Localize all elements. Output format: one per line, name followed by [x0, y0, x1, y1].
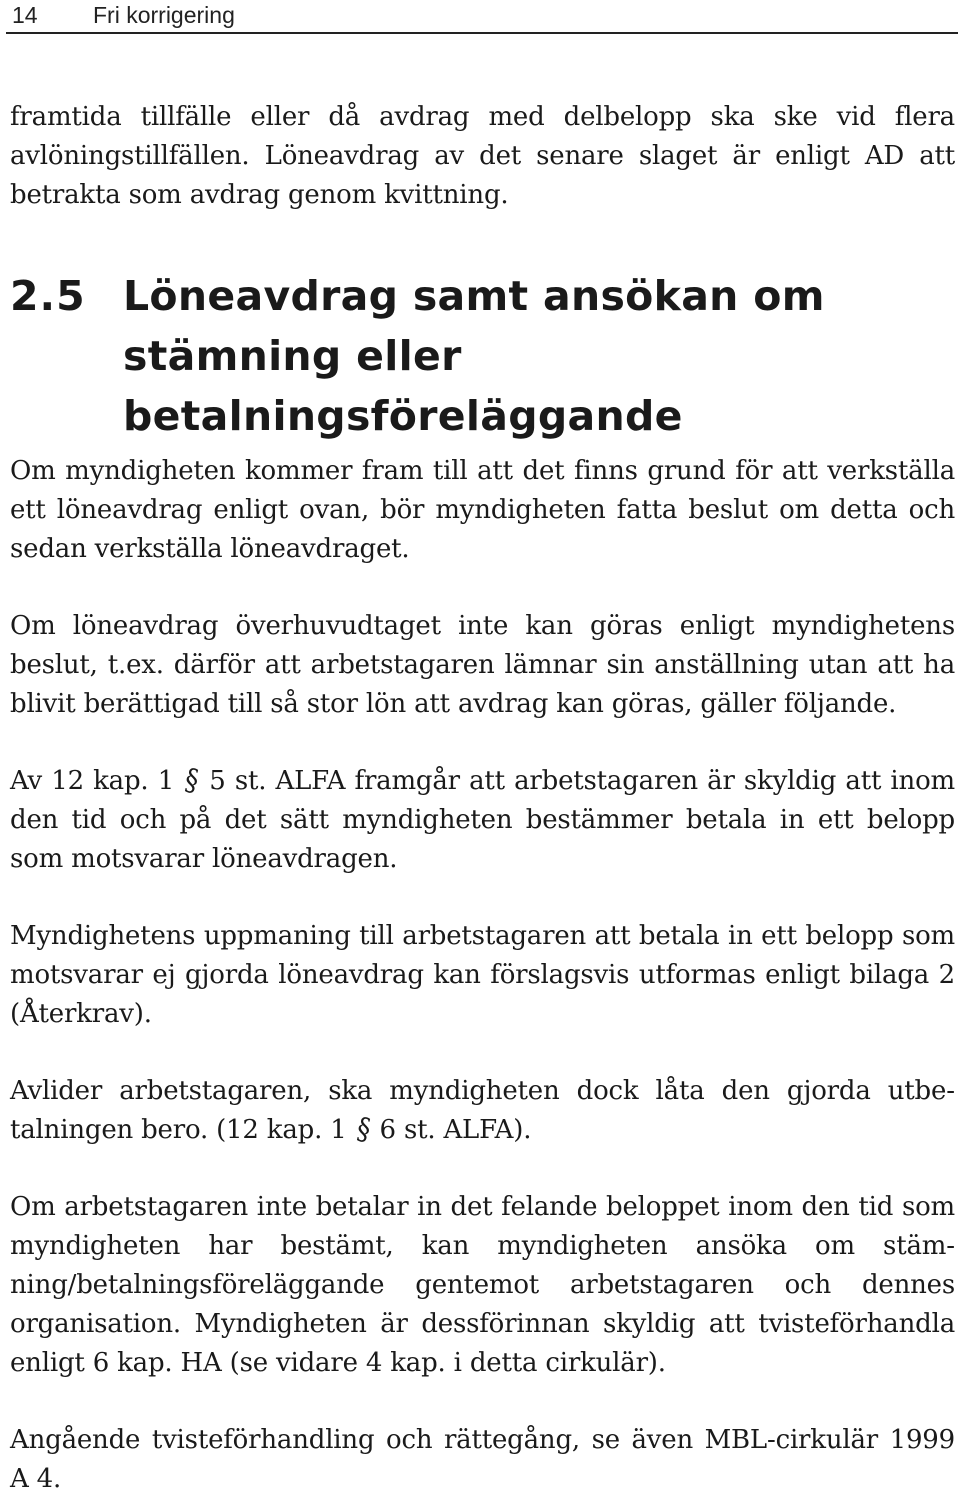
section-title-line-2: stämning eller betalningsföreläggande: [123, 332, 683, 440]
section-title-line-1: Löneavdrag samt ansökan om: [123, 272, 825, 320]
page-header: [0, 0, 960, 34]
section-sign: §: [181, 762, 202, 800]
paragraph-5-start: Avlider arbetstagaren, ska myndigheten dock låta den gjorda utbetalningen bero. (12 kap. 1: [10, 1076, 955, 1145]
page-number: 14: [12, 2, 38, 28]
paragraph-3: [10, 762, 955, 879]
paragraph-1: Om myndigheten kommer fram till att det finns grund för att verkställa ett löneavdrag enligt ovan, bör myndigheten fatta beslut om detta och sedan verkställa löneavdraget.: [10, 456, 955, 564]
paragraph-6: Om arbetstagaren inte betalar in det felande beloppet inom den tid som myndigheten har bestämt, kan myndigheten ansöka om stämning/betalningsföreläggande gentemot arbetstagaren och dennes organisation. Myndigheten är dessförinnan skyldig att tvisteförhandla enligt 6 kap. HA (se vidare 4 kap. i detta cirkulär).: [10, 1192, 955, 1378]
header-rule: [6, 32, 958, 34]
paragraph-3-start: Av 12 kap. 1: [10, 766, 175, 796]
section-number: 2.5: [10, 272, 86, 320]
paragraph-5: [10, 1072, 955, 1150]
section-title: [123, 266, 955, 446]
section-heading: [10, 266, 955, 446]
page-body: [10, 98, 955, 1499]
paragraph-5-rest: 6 st. ALFA).: [379, 1115, 532, 1145]
paragraph-4: Myndighetens uppmaning till arbetstagaren att betala in ett belopp som motsvarar ej gjorda löneavdrag kan förslagsvis utformas enligt bilaga 2 (Återkrav).: [10, 921, 955, 1029]
paragraph-7: Angående tvisteförhandling och rättegång, se även MBL-cirkulär 1999 A 4.: [10, 1425, 955, 1494]
paragraph-3-rest: 5 st. ALFA framgår att arbetstagaren är skyldig att inom den tid och på det sätt myndigheten bestämmer betala in ett belopp som motsvarar löneavdragen.: [10, 766, 955, 874]
section-sign: §: [353, 1111, 374, 1149]
paragraph-2: Om löneavdrag överhuvudtaget inte kan göras enligt myndighetens beslut, t.ex. därför att arbetstagaren lämnar sin anställning utan att ha blivit berättigad till så stor lön att avdrag kan göras, gäller följande.: [10, 611, 955, 719]
running-title: Fri korrigering: [93, 2, 235, 28]
paragraph-continued: framtida tillfälle eller då avdrag med delbelopp ska ske vid flera avlöningstillfällen. Löneavdrag av det senare slaget är enligt AD att betrakta som avdrag genom kvittning.: [10, 102, 955, 210]
